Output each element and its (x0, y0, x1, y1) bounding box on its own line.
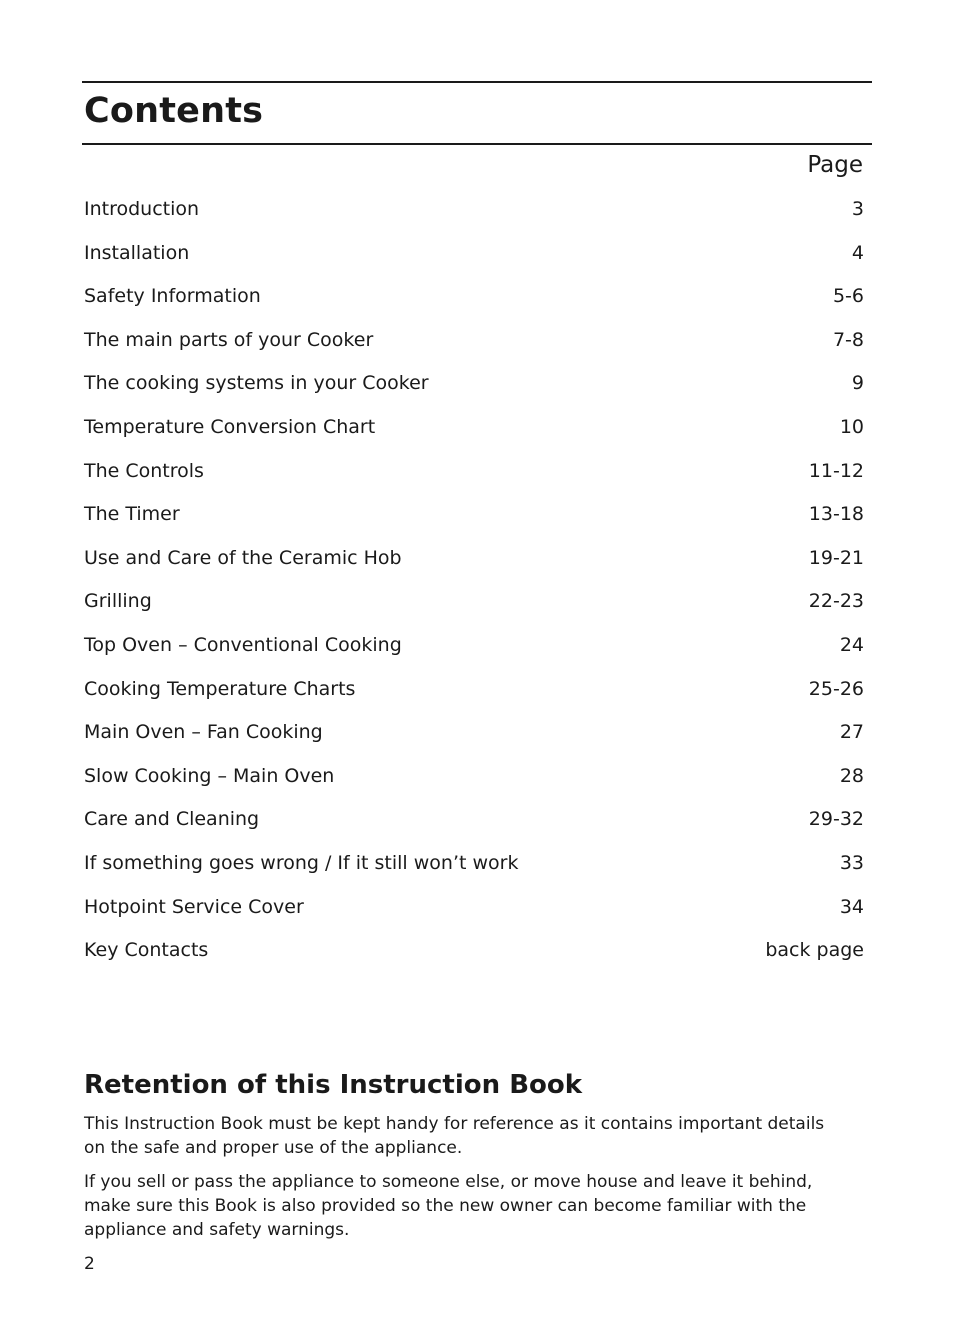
toc-entry[interactable] (84, 580, 864, 624)
toc-entry-title: Key Contacts (84, 939, 209, 962)
toc-entry-title: Care and Cleaning (84, 808, 260, 831)
table-of-contents (84, 188, 864, 973)
toc-entry[interactable] (84, 493, 864, 537)
toc-entry[interactable] (84, 188, 864, 232)
toc-entry-title: Main Oven – Fan Cooking (84, 721, 323, 744)
toc-entry-title: Temperature Conversion Chart (84, 415, 376, 438)
toc-entry[interactable] (84, 362, 864, 406)
page-column-label: Page (807, 152, 863, 178)
toc-entry[interactable] (84, 711, 864, 755)
toc-entry-title: Cooking Temperature Charts (84, 677, 356, 700)
toc-entry-page: 28 (839, 764, 864, 787)
toc-entry-title: The Controls (84, 459, 204, 482)
toc-entry-title: Slow Cooking – Main Oven (84, 764, 335, 787)
retention-heading: Retention of this Instruction Book (84, 1070, 583, 1100)
toc-entry-page: 11-12 (808, 459, 864, 482)
toc-entry-page: 9 (851, 372, 864, 395)
toc-entry-title: Use and Care of the Ceramic Hob (84, 546, 402, 569)
top-divider (82, 81, 872, 83)
toc-entry-title: The Timer (84, 503, 180, 526)
toc-entry-title: The main parts of your Cooker (84, 328, 374, 351)
toc-entry-page: 7-8 (832, 328, 864, 351)
toc-entry-title: If something goes wrong / If it still won’t work (84, 851, 519, 874)
toc-entry[interactable] (84, 450, 864, 494)
toc-entry-page: 22-23 (808, 590, 864, 613)
toc-entry[interactable] (84, 624, 864, 668)
toc-entry-title: Introduction (84, 198, 200, 220)
toc-entry-page: 33 (839, 851, 864, 874)
toc-entry[interactable] (84, 842, 864, 886)
toc-entry-page: 27 (839, 721, 864, 744)
toc-entry[interactable] (84, 406, 864, 450)
retention-paragraph: If you sell or pass the appliance to someone else, or move house and leave it behind, make sure this Book is also provided so the new owner can become familiar with the appliance and safety warnings. (84, 1172, 813, 1240)
toc-entry-page: 3 (851, 198, 864, 220)
toc-entry-page: 4 (851, 241, 864, 264)
toc-entry[interactable] (84, 537, 864, 581)
toc-entry-page: 19-21 (808, 546, 864, 569)
toc-entry[interactable] (84, 798, 864, 842)
toc-entry-title: The cooking systems in your Cooker (84, 372, 429, 395)
retention-paragraph: This Instruction Book must be kept handy for reference as it contains important details on the safe and proper use of the appliance. (84, 1114, 825, 1158)
toc-entry[interactable] (84, 886, 864, 930)
page-title: Contents (84, 91, 264, 131)
retention-section (84, 1066, 844, 1252)
toc-entry[interactable] (84, 275, 864, 319)
toc-entry[interactable] (84, 232, 864, 276)
title-divider (82, 143, 872, 145)
toc-entry-page: 24 (839, 633, 864, 656)
toc-entry-title: Safety Information (84, 285, 261, 308)
toc-entry-page: 10 (839, 415, 864, 438)
toc-entry-title: Top Oven – Conventional Cooking (84, 633, 402, 656)
toc-entry[interactable] (84, 929, 864, 973)
toc-entry-page: 13-18 (808, 503, 864, 526)
toc-entry-title: Grilling (84, 590, 152, 613)
toc-entry[interactable] (84, 755, 864, 799)
toc-entry[interactable] (84, 319, 864, 363)
toc-entry-page: back page (765, 939, 864, 962)
toc-entry-title: Installation (84, 241, 190, 264)
toc-entry-title: Hotpoint Service Cover (84, 895, 304, 918)
toc-entry-page: 29-32 (808, 808, 864, 831)
toc-entry-page: 5-6 (832, 285, 864, 308)
toc-entry-page: 25-26 (808, 677, 864, 700)
page-number: 2 (84, 1254, 95, 1274)
toc-entry[interactable] (84, 668, 864, 712)
toc-entry-page: 34 (839, 895, 864, 918)
